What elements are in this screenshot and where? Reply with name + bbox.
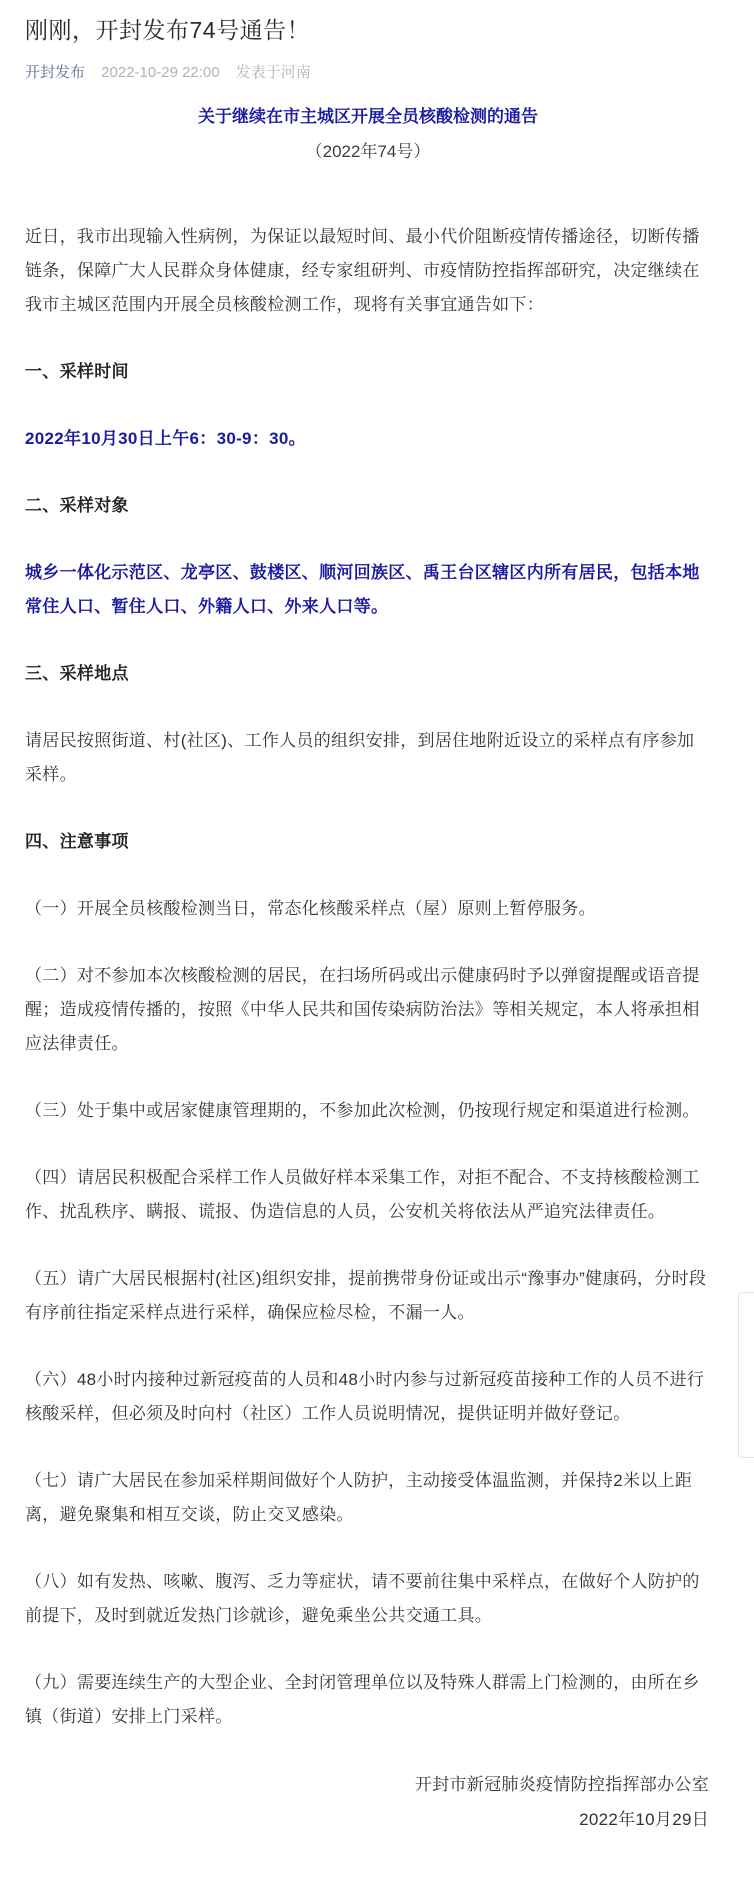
publish-location: 发表于河南 — [235, 64, 311, 81]
section-heading: 三、采样地点 — [25, 664, 129, 683]
body-paragraph: （四）请居民积极配合采样工作人员做好样本采集工作，对拒不配合、不支持核酸检测工作、扰乱秩序、瞒报、谎报、伪造信息的人员，公安机关将依法从严追究法律责任。 — [25, 1168, 700, 1221]
signature-date: 2022年10月29日 — [579, 1810, 709, 1829]
account-link[interactable]: 开封发布 — [25, 64, 86, 81]
body-paragraph: （六）48小时内接种过新冠疫苗的人员和48小时内参与过新冠疫苗接种工作的人员不进行核酸采样，但必须及时向村（社区）工作人员说明情况，提供证明并做好登记。 — [25, 1370, 705, 1423]
body-paragraph: 请居民按照街道、村(社区)、工作人员的组织安排，到居住地附近设立的采样点有序参加采样。 — [25, 731, 695, 784]
publish-time: 2022-10-29 22:00 — [101, 64, 220, 81]
signature-line: 开封市新冠肺炎疫情防控指挥部办公室 — [414, 1775, 709, 1794]
body-paragraph: （五）请广大居民根据村(社区)组织安排，提前携带身份证或出示“豫事办”健康码，分时段有序前往指定采样点进行采样，确保应检尽检，不漏一人。 — [25, 1269, 707, 1322]
section-heading: 二、采样对象 — [25, 496, 129, 515]
byline — [25, 62, 711, 83]
body-paragraph: （二）对不参加本次核酸检测的居民，在扫场所码或出示健康码时予以弹窗提醒或语音提醒；造成疫情传播的，按照《中华人民共和国传染病防治法》等相关规定，本人将承担相应法律责任。 — [25, 966, 700, 1053]
article — [25, 0, 711, 1861]
body-paragraph: （三）处于集中或居家健康管理期的，不参加此次检测，仍按现行规定和渠道进行检测。 — [25, 1101, 700, 1120]
body-paragraph: （八）如有发热、咳嗽、腹泻、乏力等症状，请不要前往集中采样点，在做好个人防护的前提下，及时到就近发热门诊就诊，避免乘坐公共交通工具。 — [25, 1572, 700, 1625]
notice-number: （2022年74号） — [305, 142, 431, 161]
article-body — [25, 220, 711, 1837]
highlight-paragraph: 城乡一体化示范区、龙亭区、鼓楼区、顺河回族区、禹王台区辖区内所有居民，包括本地常住人口、暂住人口、外籍人口、外来人口等。 — [25, 563, 700, 616]
body-paragraph: （一）开展全员核酸检测当日，常态化核酸采样点（屋）原则上暂停服务。 — [25, 899, 596, 918]
body-paragraph: （九）需要连续生产的大型企业、全封闭管理单位以及特殊人群需上门检测的，由所在乡镇（街道）安排上门采样。 — [25, 1673, 700, 1726]
section-heading: 四、注意事项 — [25, 832, 129, 851]
highlight-paragraph: 2022年10月30日上午6：30-9：30。 — [25, 429, 306, 448]
body-paragraph: 近日，我市出现输入性病例，为保证以最短时间、最小代价阻断疫情传播途径，切断传播链条，保障广大人民群众身体健康，经专家组研判、市疫情防控指挥部研究，决定继续在我市主城区范围内开展全员核酸检测工作，现将有关事宜通告如下： — [25, 227, 700, 314]
notice-title: 关于继续在市主城区开展全员核酸检测的通告 — [198, 107, 538, 126]
page-title: 刚刚，开封发布74号通告！ — [25, 17, 311, 43]
body-paragraph: （七）请广大居民在参加采样期间做好个人防护，主动接受体温监测，并保持2米以上距离，避免聚集和相互交谈，防止交叉感染。 — [25, 1471, 693, 1524]
floating-panel[interactable] — [738, 1292, 754, 1458]
notice-head — [25, 99, 711, 169]
section-heading: 一、采样时间 — [25, 362, 129, 381]
